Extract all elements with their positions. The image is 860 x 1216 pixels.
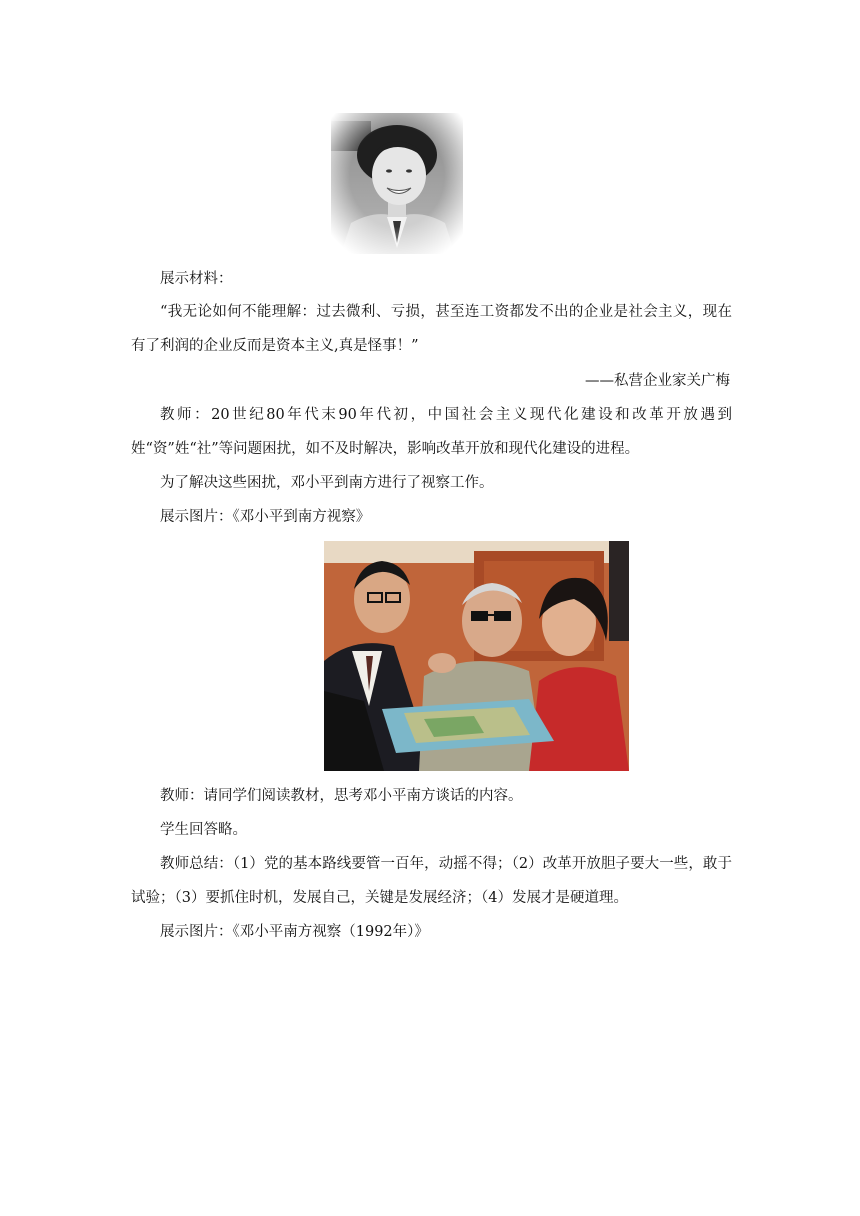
teacher-paragraph-context: 教师：20世纪80年代末90年代初，中国社会主义现代化建设和改革开放遇到姓“资”姓“社”等问题困扰，如不及时解决，影响改革开放和现代化建设的进程。 [131,407,732,457]
teacher-summary-paragraph: 教师总结：（1）党的基本路线要管一百年，动摇不得；（2）改革开放胆子要大一些，敢于试验；（3）要抓住时机，发展自己，关键是发展经济；（4）发展才是硬道理。 [131,856,732,906]
quote-attribution: ——私营企业家关广梅 [585,373,730,389]
paragraph-show-material: 展示材料： [160,271,233,287]
paragraph-student-answer: 学生回答略。 [160,822,247,838]
paragraph-resolve-troubles: 为了解决这些困扰，邓小平到南方进行了视察工作。 [160,475,494,491]
inspection-photo [324,541,629,771]
paragraph-show-image-2: 展示图片：《邓小平南方视察（1992年）》 [160,924,429,940]
portrait-photo [331,113,463,254]
paragraph-show-image-1: 展示图片：《邓小平到南方视察》 [160,509,371,525]
quote-paragraph: “我无论如何不能理解：过去微利、亏损，甚至连工资都发不出的企业是社会主义，现在有了利润的企业反而是资本主义,真是怪事！” [131,304,732,354]
teacher-paragraph-reading: 教师：请同学们阅读教材，思考邓小平南方谈话的内容。 [160,788,523,804]
inspection-image [324,541,629,771]
portrait-image [331,113,463,254]
